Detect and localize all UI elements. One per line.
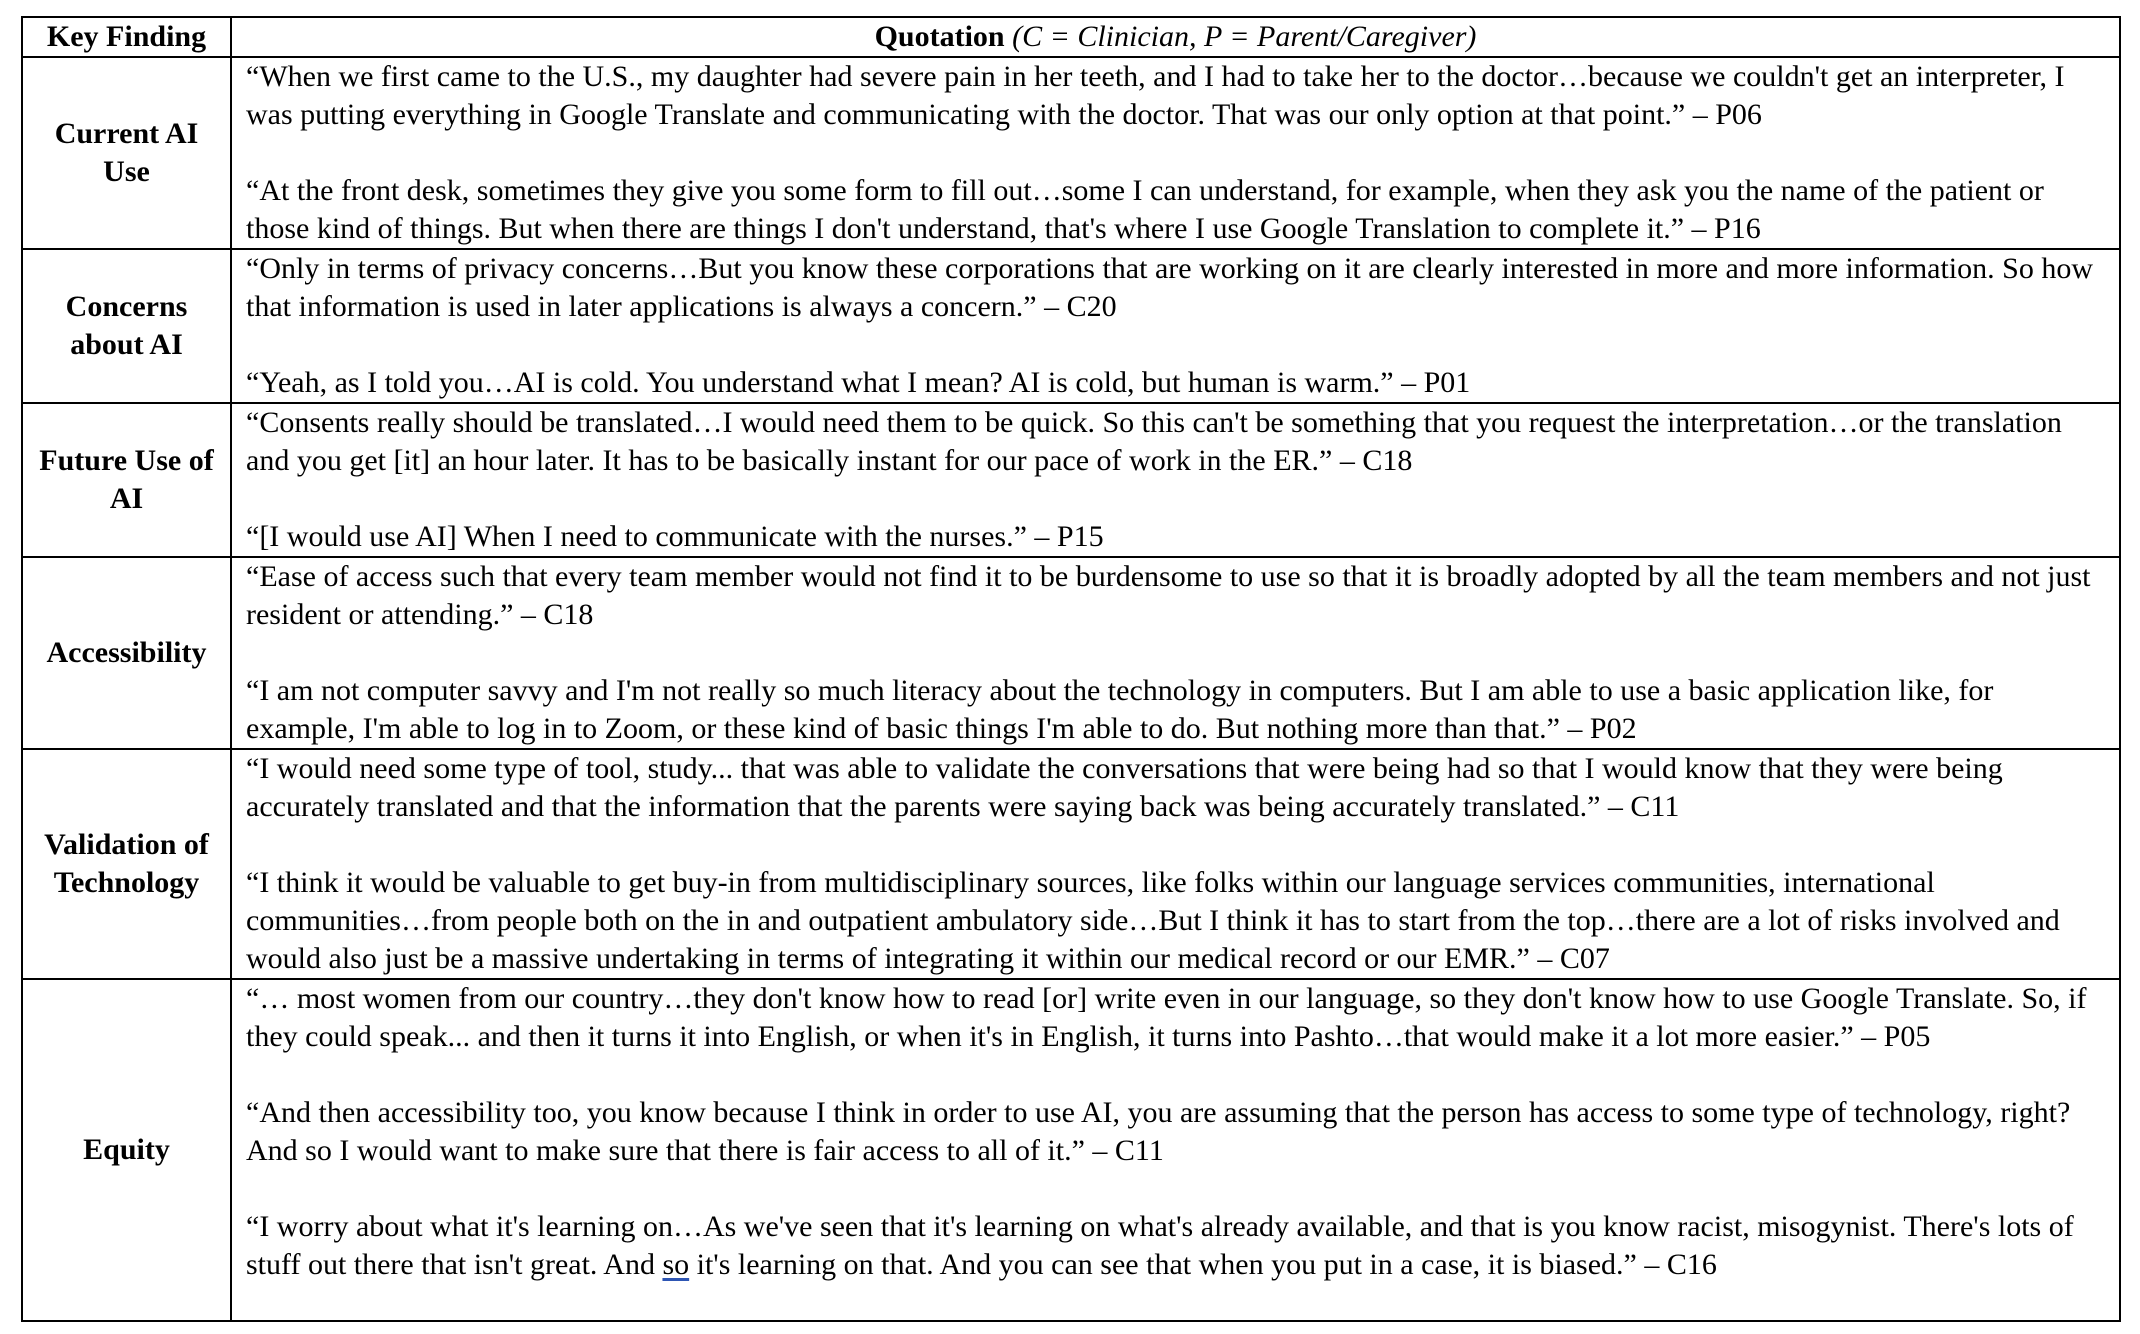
- quote: “I am not computer savvy and I'm not really so much literacy about the technology in computers. But I am able to use a basic application like, for example, I'm able to log in to Zoom, or these kind of basic things I'm able to do. But nothing more than that.” – P02: [246, 674, 1994, 745]
- quotation-cell: [231, 749, 2120, 979]
- quote-text: it's learning on that. And you can see that when you put in a case, it is biased.” – C16: [689, 1248, 1717, 1281]
- quote: “I would need some type of tool, study... that was able to validate the conversations that were being had so that I would know that they were being accurately translated and that the information that the parents were saying back was being accurately translated.” – C11: [246, 752, 2003, 823]
- table-row: [22, 57, 2120, 249]
- quotation-cell: [231, 557, 2120, 749]
- quotation-cell: [231, 979, 2120, 1321]
- key-finding-validation-of-technology: Validation of Technology: [22, 749, 231, 979]
- key-finding-header: [22, 17, 231, 57]
- table-row: [22, 749, 2120, 979]
- table-row: [22, 403, 2120, 557]
- key-finding-accessibility: Accessibility: [22, 557, 231, 749]
- quote-text: “I worry about what it's learning on…As we've seen that it's learning on what's already available, and that is you know racist, misogynist. There's lots of stuff out there that isn't great. And: [246, 1210, 2074, 1281]
- quote: [246, 1208, 2109, 1284]
- header-row: [22, 17, 2120, 57]
- quotation-legend: (C = Clinician, P = Parent/Caregiver): [1012, 20, 1477, 53]
- quote: “Yeah, as I told you…AI is cold. You understand what I mean? AI is cold, but human is warm.” – P01: [246, 366, 1471, 399]
- quote: “Consents really should be translated…I would need them to be quick. So this can't be something that you request the interpretation…or the translation and you get [it] an hour later. It has to be basically instant for our pace of work in the ER.” – C18: [246, 406, 2062, 477]
- quote: “When we first came to the U.S., my daughter had severe pain in her teeth, and I had to take her to the doctor…because we couldn't get an interpreter, I was putting everything in Google Translate and communicating with the doctor. That was our only option at that point.” – P06: [246, 60, 2065, 131]
- key-finding-future-use-of-ai: Future Use of AI: [22, 403, 231, 557]
- quote: “… most women from our country…they don't know how to read [or] write even in our language, so they don't know how to use Google Translate. So, if they could speak... and then it turns it into English, or when it's in English, it turns into Pashto…that would make it a lot more easier.” – P05: [246, 982, 2087, 1053]
- findings-table: [21, 16, 2121, 1322]
- quotation-header-label: Quotation: [874, 20, 1005, 53]
- table-row: [22, 979, 2120, 1321]
- key-finding-equity: Equity: [22, 979, 231, 1321]
- quote: “I think it would be valuable to get buy-in from multidisciplinary sources, like folks within our language services communities, international communities…from people both on the in and outpatient ambulatory side…But I think it has to start from the top…there are a lot of risks involved and would also just be a massive undertaking in terms of integrating it within our medical record or our EMR.” – C07: [246, 866, 2060, 975]
- table-row: [22, 249, 2120, 403]
- quotation-cell: [231, 249, 2120, 403]
- quote: “At the front desk, sometimes they give you some form to fill out…some I can understand, for example, when they ask you the name of the patient or those kind of things. But when there are things I don't understand, that's where I use Google Translation to complete it.” – P16: [246, 174, 2044, 245]
- quote: “Only in terms of privacy concerns…But you know these corporations that are working on it are clearly interested in more and more information. So how that information is used in later applications is always a concern.” – C20: [246, 252, 2093, 323]
- quotation-header: [231, 17, 2120, 57]
- table-row: [22, 557, 2120, 749]
- key-finding-current-ai-use: Current AI Use: [22, 57, 231, 249]
- quote: “And then accessibility too, you know because I think in order to use AI, you are assuming that the person has access to some type of technology, right? And so I would want to make sure that there is fair access to all of it.” – C11: [246, 1096, 2071, 1167]
- quote: “[I would use AI] When I need to communicate with the nurses.” – P15: [246, 520, 1104, 553]
- underlined-word: so: [662, 1248, 690, 1281]
- key-finding-header-label: Key Finding: [46, 20, 207, 53]
- quote: “Ease of access such that every team member would not find it to be burdensome to use so that it is broadly adopted by all the team members and not just resident or attending.” – C18: [246, 560, 2091, 631]
- quotation-cell: [231, 403, 2120, 557]
- quotation-cell: [231, 57, 2120, 249]
- key-finding-concerns-about-ai: Concerns about AI: [22, 249, 231, 403]
